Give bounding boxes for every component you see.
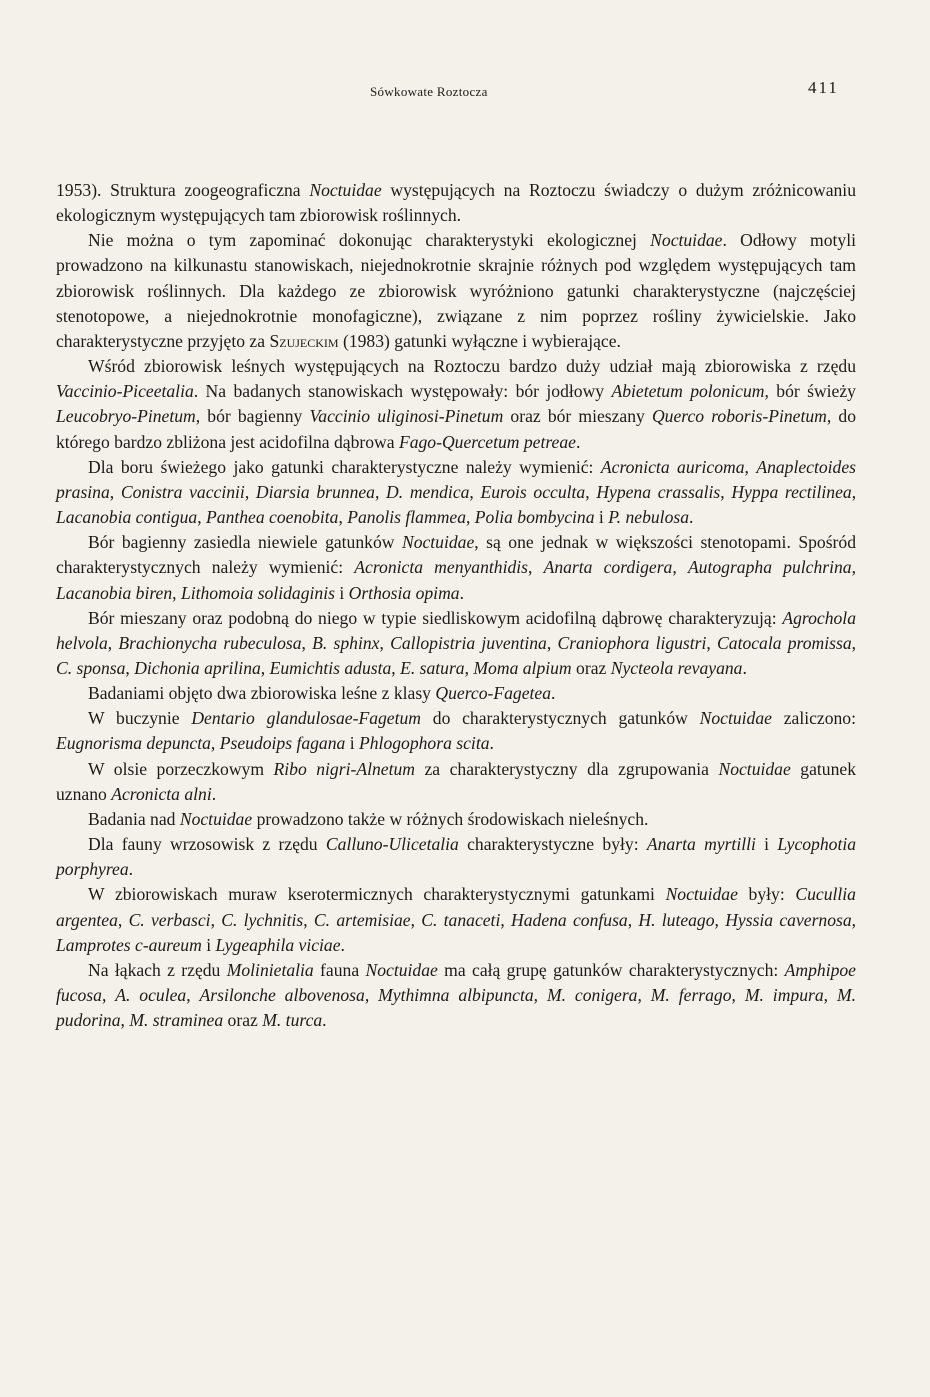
paragraph: 1953). Struktura zoogeograficzna Noctuidae występujących na Roztoczu świadczy o dużym zróżnicowaniu ekologicznym występujących tam zbiorowisk roślinnych. bbox=[56, 180, 856, 226]
paragraph: Bór bagienny zasiedla niewiele gatunków Noctuidae, są one jednak w większości stenotopami. Spośród charakterystycznych należy wymienić: Acronicta menyanthidis, Anarta cordigera, Autographa pulchrina, Lacanobia biren, Lithomoia solidaginis i Orthosia opima. bbox=[56, 532, 857, 603]
running-title: Sówkowate Roztocza bbox=[370, 84, 488, 99]
paragraph: W zbiorowiskach muraw kserotermicznych charakterystycznymi gatunkami Noctuidae były: Cucullia argentea, C. verbasci, C. lychnitis, C. artemisiae, C. tanaceti, Hadena confusa, H. luteago, Hyssia cavernosa, Lamprotes c-aureum i Lygeaphila viciae. bbox=[56, 884, 857, 955]
paragraph: Badaniami objęto dwa zbiorowiska leśne z klasy Querco-Fagetea. bbox=[88, 683, 556, 704]
paragraph: Dla fauny wrzosowisk z rzędu Calluno-Ulicetalia charakterystyczne były: Anarta myrtilli i Lycophotia porphyrea. bbox=[56, 834, 857, 880]
paragraph: W olsie porzeczkowym Ribo nigri-Alnetum za charakterystyczny dla zgrupowania Noctuidae gatunek uznano Acronicta alni. bbox=[56, 758, 856, 804]
page-number: 411 bbox=[808, 78, 839, 97]
paragraph: W buczynie Dentario glandulosae-Fagetum do charakterystycznych gatunków Noctuidae zaliczono: Eugnorisma depuncta, Pseudoips fagana i Phlogophora scita. bbox=[56, 708, 856, 754]
paragraph: Dla boru świeżego jako gatunki charakterystyczne należy wymienić: Acronicta auricoma, Anaplectoides prasina, Conistra vaccinii, Diarsia brunnea, D. mendica, Eurois occulta, Hypena crassalis, Hyppa rectilinea, Lacanobia contigua, Panthea coenobita, Panolis flammea, Polia bombycina i P. nebulosa. bbox=[56, 456, 857, 528]
paragraph: Wśród zbiorowisk leśnych występujących na Roztoczu bardzo duży udział mają zbiorowiska z rzędu Vaccinio-Piceetalia. Na badanych stanowiskach występowały: bór jodłowy Abietetum polonicum, bór świeży Leucobryo-Pinetum, bór bagienny Vaccinio uliginosi-Pinetum oraz bór mieszany Querco roboris-Pinetum, do którego bardzo zbliżona jest acidofilna dąbrowa Fago-Quercetum petreae. bbox=[56, 356, 856, 452]
paragraph: Bór mieszany oraz podobną do niego w typie siedliskowym acidofilną dąbrowę charakteryzują: Agrochola helvola, Brachionycha rubeculosa, B. sphinx, Callopistria juventina, Craniophora ligustri, Catocala promissa, C. sponsa, Dichonia aprilina, Eumichtis adusta, E. satura, Moma alpium oraz Nycteola revayana. bbox=[56, 607, 857, 678]
paragraph: Nie można o tym zapominać dokonując charakterystyki ekologicznej Noctuidae. Odłowy motyli prowadzono na kilkunastu stanowiskach, niejednokrotnie skrajnie różnych pod względem występujących tam zbiorowisk roślinnych. Dla każdego ze zbiorowisk wyróżniono gatunki charakterystyczne (najczęściej stenotopowe, a niejednokrotnie monofagiczne), związane z nim poprzez rośliny żywicielskie. Jako charakterystyczne przyjęto za Szujeckim (1983) gatunki wyłączne i wybierające. bbox=[56, 230, 856, 351]
body-text bbox=[56, 178, 856, 1033]
paragraph: Badania nad Noctuidae prowadzono także w różnych środowiskach nieleśnych. bbox=[88, 808, 649, 829]
running-header bbox=[0, 78, 930, 102]
paragraph: Na łąkach z rzędu Molinietalia fauna Noctuidae ma całą grupę gatunków charakterystycznych: Amphipoe fucosa, A. oculea, Arsilonche albovenosa, Mythimna albipuncta, M. conigera, M. ferrago, M. impura, M. pudorina, M. straminea oraz M. turca. bbox=[56, 959, 857, 1031]
